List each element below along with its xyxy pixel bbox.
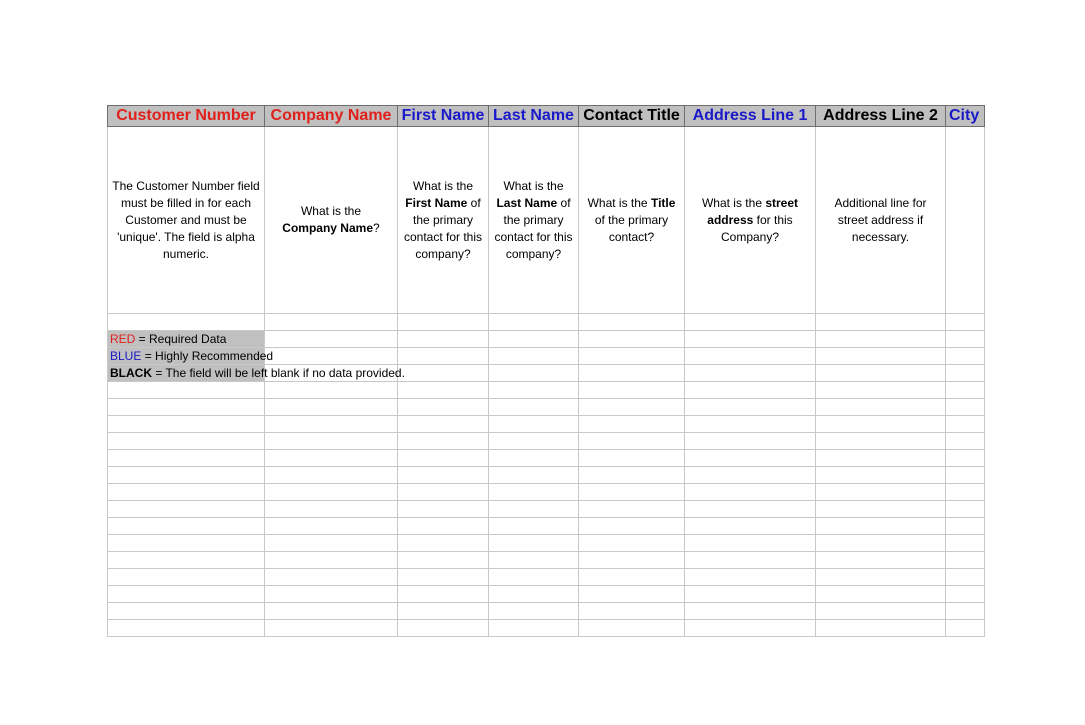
grid-cell[interactable] [816,569,946,586]
grid-cell[interactable] [398,552,489,569]
grid-cell[interactable] [816,501,946,518]
grid-cell[interactable] [108,399,265,416]
grid-cell[interactable] [398,382,489,399]
grid-cell[interactable] [398,620,489,637]
table-row [108,501,985,518]
grid-cell[interactable] [579,467,685,484]
grid-cell[interactable] [946,569,985,586]
grid-cell[interactable] [579,382,685,399]
grid-cell[interactable] [108,501,265,518]
grid-cell[interactable] [398,484,489,501]
grid-cell[interactable] [489,620,579,637]
grid-cell[interactable] [398,399,489,416]
grid-cell[interactable] [265,484,398,501]
legend-blue[interactable]: BLUE = Highly Recommended [108,348,265,365]
grid-cell[interactable] [489,399,579,416]
grid-cell[interactable] [489,569,579,586]
grid-cell[interactable] [685,484,816,501]
grid-cell[interactable] [816,399,946,416]
grid-cell[interactable] [946,586,985,603]
grid-cell[interactable] [685,416,816,433]
legend-black[interactable]: BLACK = The field will be left blank if no data provided. [108,365,265,382]
header-company-name[interactable]: Company Name [265,106,398,127]
grid-cell[interactable] [265,382,398,399]
grid-cell[interactable] [579,501,685,518]
desc-city[interactable] [946,127,985,314]
grid-cell[interactable] [685,399,816,416]
grid-cell[interactable] [579,433,685,450]
grid-cell[interactable] [265,552,398,569]
header-address-line-2[interactable]: Address Line 2 [816,106,946,127]
grid-cell[interactable] [489,416,579,433]
grid-cell[interactable] [579,620,685,637]
grid-cell[interactable] [685,552,816,569]
grid-cell[interactable] [579,535,685,552]
header-first-name[interactable]: First Name [398,106,489,127]
table-row [108,535,985,552]
grid-cell[interactable] [489,552,579,569]
grid-cell[interactable] [108,569,265,586]
grid-cell[interactable] [816,467,946,484]
grid-cell[interactable] [398,586,489,603]
grid-cell[interactable] [685,382,816,399]
header-contact-title[interactable]: Contact Title [579,106,685,127]
table-row [108,433,985,450]
grid-cell[interactable] [579,586,685,603]
grid-cell[interactable] [816,552,946,569]
grid-cell[interactable] [816,518,946,535]
table-row [108,603,985,620]
legend-row-blue [108,348,985,365]
grid-cell[interactable] [489,518,579,535]
grid-cell[interactable] [946,535,985,552]
grid-cell[interactable] [816,382,946,399]
grid-cell[interactable] [398,416,489,433]
grid-cell[interactable] [489,450,579,467]
grid-cell[interactable] [579,399,685,416]
grid-cell[interactable] [579,552,685,569]
grid-cell[interactable] [108,484,265,501]
grid-cell[interactable] [946,433,985,450]
grid-cell[interactable] [489,586,579,603]
header-address-line-1[interactable]: Address Line 1 [685,106,816,127]
grid-cell[interactable] [579,518,685,535]
grid-cell[interactable] [946,399,985,416]
grid-cell[interactable] [579,569,685,586]
grid-cell[interactable] [489,535,579,552]
grid-cell[interactable] [579,450,685,467]
desc-first-name[interactable]: What is the First Name of the primary contact for this company? [398,127,489,314]
grid-cell[interactable] [108,450,265,467]
grid-cell[interactable] [946,501,985,518]
grid-cell[interactable] [108,467,265,484]
grid-cell[interactable] [398,433,489,450]
table-row [108,586,985,603]
grid-cell[interactable] [489,433,579,450]
grid-cell[interactable] [816,603,946,620]
customer-template-sheet [107,105,985,637]
grid-cell[interactable] [108,382,265,399]
grid-cell[interactable] [265,450,398,467]
grid-cell[interactable] [108,518,265,535]
table-row [108,314,985,331]
header-customer-number[interactable]: Customer Number [108,106,265,127]
grid-cell[interactable] [265,586,398,603]
grid-cell[interactable] [108,552,265,569]
grid-cell[interactable] [398,467,489,484]
table-row [108,416,985,433]
grid-cell[interactable] [398,603,489,620]
grid-cell[interactable] [816,620,946,637]
grid-cell[interactable] [816,416,946,433]
grid-cell[interactable] [946,603,985,620]
table-row [108,552,985,569]
grid-cell[interactable] [265,603,398,620]
grid-cell[interactable] [579,484,685,501]
grid-cell[interactable] [685,620,816,637]
grid-cell[interactable] [265,433,398,450]
grid-cell[interactable] [685,518,816,535]
grid-cell[interactable] [816,586,946,603]
grid-cell[interactable] [489,484,579,501]
grid-cell[interactable] [946,416,985,433]
grid-cell[interactable] [946,484,985,501]
grid-cell[interactable] [579,603,685,620]
grid-cell[interactable] [816,450,946,467]
grid-cell[interactable] [108,603,265,620]
grid-cell[interactable] [398,450,489,467]
table-row [108,620,985,637]
grid-cell[interactable] [685,501,816,518]
grid-cell[interactable] [685,535,816,552]
grid-cell[interactable] [489,467,579,484]
table-row [108,569,985,586]
table-row [108,467,985,484]
grid-cell[interactable] [108,620,265,637]
grid-cell[interactable] [398,518,489,535]
description-row [108,127,985,314]
grid-cell[interactable] [108,416,265,433]
legend-row-black [108,365,985,382]
desc-customer-number[interactable]: The Customer Number field must be filled in for each Customer and must be 'unique'. The field is alpha numeric. [108,127,265,314]
grid-cell[interactable] [265,416,398,433]
legend-row-red [108,331,985,348]
table-row [108,450,985,467]
desc-address-line-1[interactable]: What is the street address for this Company? [685,127,816,314]
header-city[interactable]: City [946,106,985,127]
grid-cell[interactable] [489,382,579,399]
grid-cell[interactable] [265,467,398,484]
grid-cell[interactable] [489,603,579,620]
empty-data-rows [108,382,985,637]
grid-cell[interactable] [946,450,985,467]
grid-cell[interactable] [685,450,816,467]
grid-cell[interactable] [265,399,398,416]
grid-cell[interactable] [265,569,398,586]
desc-company-name[interactable]: What is the Company Name? [265,127,398,314]
header-row [108,106,985,127]
table-row [108,399,985,416]
grid-cell[interactable] [579,416,685,433]
table-row [108,382,985,399]
grid-cell[interactable] [398,569,489,586]
table-row [108,484,985,501]
grid-cell[interactable] [108,535,265,552]
grid-cell[interactable] [685,603,816,620]
grid-cell[interactable] [946,620,985,637]
header-last-name[interactable]: Last Name [489,106,579,127]
grid-cell[interactable] [816,535,946,552]
grid-cell[interactable] [946,552,985,569]
grid-cell[interactable] [265,501,398,518]
grid-cell[interactable] [685,433,816,450]
legend-red[interactable]: RED = Required Data [108,331,265,348]
grid-cell[interactable] [489,501,579,518]
grid-cell[interactable] [685,467,816,484]
desc-contact-title[interactable]: What is the Title of the primary contact? [579,127,685,314]
desc-last-name[interactable]: What is the Last Name of the primary contact for this company? [489,127,579,314]
desc-address-line-2[interactable]: Additional line for street address if necessary. [816,127,946,314]
grid-cell[interactable] [265,535,398,552]
grid-cell[interactable] [265,620,398,637]
grid-cell[interactable] [946,518,985,535]
grid-cell[interactable] [108,433,265,450]
grid-cell[interactable] [398,501,489,518]
grid-cell[interactable] [685,586,816,603]
grid-cell[interactable] [946,467,985,484]
grid-cell[interactable] [265,518,398,535]
grid-cell[interactable] [816,433,946,450]
grid-cell[interactable] [816,484,946,501]
grid-cell[interactable] [946,382,985,399]
table-row [108,518,985,535]
grid-cell[interactable] [685,569,816,586]
grid-cell[interactable] [108,586,265,603]
spreadsheet-grid [107,105,985,637]
grid-cell[interactable] [398,535,489,552]
